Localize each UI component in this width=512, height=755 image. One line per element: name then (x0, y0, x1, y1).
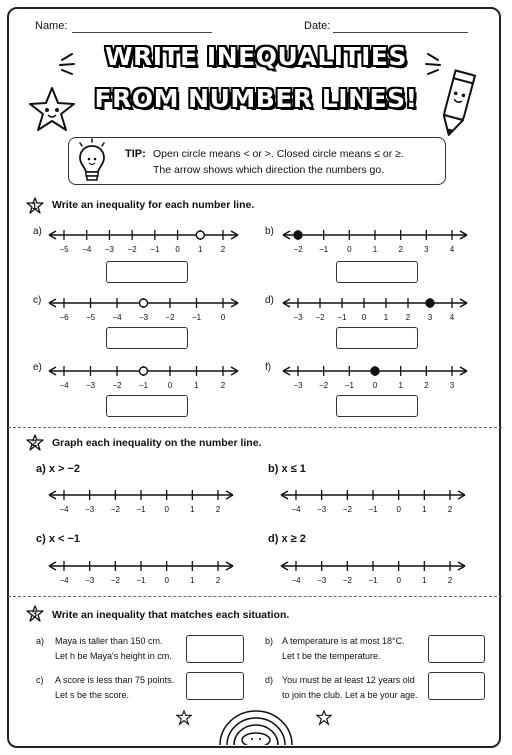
tick-label: 0 (220, 313, 226, 322)
answer-box-3d[interactable] (428, 672, 485, 700)
closed-circle (371, 367, 379, 375)
tick-label: −3 (104, 245, 114, 254)
tick-label: −5 (59, 245, 69, 254)
graph-number-line-2d[interactable] (278, 557, 468, 585)
tick-label: 2 (424, 381, 429, 390)
tick-label: −1 (191, 313, 202, 322)
section-divider-1 (8, 427, 502, 428)
number-line-1a (46, 226, 241, 254)
tick-label: 2 (220, 245, 226, 254)
tick-label: −3 (293, 381, 303, 390)
small-star-right-icon (316, 710, 332, 726)
tick-label: 3 (424, 245, 429, 254)
situation-d-label: d) (265, 675, 274, 685)
tick-label: 2 (405, 313, 411, 322)
situation-c-line2: Let s be the score. (55, 690, 130, 700)
situation-c-label: c) (36, 675, 44, 685)
tick-label: −1 (319, 245, 329, 254)
tick-label: −3 (85, 381, 96, 390)
name-label: Name: (35, 20, 68, 32)
number-line-1c (46, 294, 241, 322)
tick-label: 2 (220, 381, 226, 390)
situation-a-label: a) (36, 636, 45, 646)
number-line-1b (280, 226, 470, 254)
situation-a-line1: Maya is taller than 150 cm. (55, 636, 163, 646)
tick-label: −3 (138, 313, 149, 322)
tick-label: −5 (85, 313, 96, 322)
answer-box-1e[interactable] (106, 395, 188, 417)
small-star-left-icon (176, 710, 192, 726)
tick-label: −4 (59, 381, 69, 390)
tick-label: 2 (215, 505, 221, 514)
tick-label: −4 (112, 313, 122, 322)
graph-number-line-2c[interactable] (46, 557, 236, 585)
tick-label: −3 (85, 505, 95, 514)
pencil-mascot-icon (432, 64, 482, 144)
closed-circle (426, 299, 434, 307)
answer-box-1f[interactable] (336, 395, 418, 417)
tick-label: 1 (372, 245, 378, 254)
item-label: a) (33, 226, 42, 237)
situation-a (55, 634, 172, 664)
burst-left-icon (48, 50, 78, 78)
section-divider-2 (8, 596, 502, 597)
tick-label: −2 (112, 381, 122, 390)
answer-box-3a[interactable] (186, 635, 244, 663)
tick-label: −4 (82, 245, 92, 254)
situation-b-line1: A temperature is at most 18°C. (282, 636, 405, 646)
item-label: c) (33, 295, 42, 306)
answer-box-3b[interactable] (428, 635, 485, 663)
inequality-prompt-2c: c) x < −1 (36, 533, 81, 545)
tick-label: 2 (447, 505, 453, 514)
date-label: Date: (304, 20, 331, 32)
situation-a-line2: Let h be Maya's height in cm. (55, 651, 172, 661)
tick-label: −1 (138, 381, 149, 390)
tick-label: −2 (110, 505, 120, 514)
tick-label: −3 (85, 576, 95, 585)
tick-label: −4 (291, 505, 301, 514)
tick-label: −4 (291, 576, 301, 585)
tick-label: 4 (449, 245, 455, 254)
tick-label: −2 (319, 381, 329, 390)
tick-label: −3 (317, 505, 327, 514)
tick-label: −1 (337, 313, 347, 322)
tick-label: −6 (59, 313, 69, 322)
inequality-prompt-2d: d) x ≥ 2 (268, 533, 306, 545)
tip-line2: The arrow shows which direction the numbers go. (153, 164, 385, 176)
answer-box-1b[interactable] (336, 261, 418, 283)
tip-line1: Open circle means < or >. Closed circle means ≤ or ≥. (153, 148, 404, 160)
answer-box-1a[interactable] (106, 261, 188, 283)
tick-label: −4 (59, 505, 69, 514)
star-mascot-icon (26, 84, 78, 136)
page-title-line2: FROM NUMBER LINES! (94, 84, 418, 113)
tick-label: −1 (136, 576, 146, 585)
situation-d-line1: You must be at least 12 years old (282, 675, 415, 685)
tick-label: 3 (449, 381, 455, 390)
tick-label: −3 (317, 576, 327, 585)
tick-label: −2 (315, 313, 325, 322)
tick-label: −1 (150, 245, 160, 254)
closed-circle (294, 231, 302, 239)
open-circle (140, 299, 148, 307)
tip-label: TIP: (125, 148, 146, 160)
tick-label: −1 (368, 576, 378, 585)
tick-label: −1 (368, 505, 378, 514)
tick-label: 1 (422, 576, 427, 585)
tick-label: 0 (347, 245, 352, 254)
item-label: d) (265, 295, 274, 306)
number-line-1f (280, 362, 470, 390)
number-line-1e (46, 362, 241, 390)
tick-label: 2 (447, 576, 453, 585)
situation-d-line2: to join the club. Let a be your age. (282, 690, 418, 700)
tick-label: 1 (198, 245, 203, 254)
answer-box-1c[interactable] (106, 327, 188, 349)
section-1-number: 1 (32, 201, 38, 211)
item-label: b) (265, 226, 274, 237)
tip-box (68, 137, 446, 185)
section-1-title: Write an inequality for each number line. (52, 199, 255, 211)
situation-b-label: b) (265, 636, 274, 646)
tick-label: 0 (175, 245, 180, 254)
tick-label: 1 (190, 505, 195, 514)
tick-label: 0 (396, 505, 401, 514)
tick-label: 0 (396, 576, 401, 585)
situation-b-line2: Let t be the temperature. (282, 651, 381, 661)
section-3-number: 3 (32, 609, 38, 619)
name-field[interactable] (72, 32, 212, 33)
tick-label: 2 (215, 576, 221, 585)
tick-label: 1 (194, 381, 199, 390)
tick-label: 0 (372, 381, 378, 390)
tick-label: −2 (293, 245, 303, 254)
section-2-number: 2 (32, 438, 38, 448)
situation-b (282, 634, 405, 664)
situation-c-line1: A score is less than 75 points. (55, 675, 175, 685)
open-circle (196, 231, 204, 239)
tick-label: 1 (398, 381, 403, 390)
tick-label: −1 (136, 505, 146, 514)
tick-label: 0 (164, 505, 169, 514)
tick-label: 0 (167, 381, 173, 390)
tick-label: 1 (383, 313, 389, 322)
tick-label: 4 (449, 313, 455, 322)
situation-d (282, 673, 418, 703)
tick-label: −2 (110, 576, 120, 585)
tick-label: −1 (344, 381, 354, 390)
lightbulb-icon (76, 138, 108, 186)
page-title-line1: WRITE INEQUALITIES (104, 42, 408, 71)
answer-box-3c[interactable] (186, 672, 244, 700)
tick-label: −2 (165, 313, 175, 322)
graph-number-line-2a[interactable] (46, 486, 236, 514)
inequality-prompt-2b: b) x ≤ 1 (268, 463, 306, 475)
tick-label: 1 (422, 505, 427, 514)
rainbow-icon (214, 709, 298, 745)
number-line-1d (280, 294, 470, 322)
tick-label: −2 (342, 576, 352, 585)
graph-number-line-2b[interactable] (278, 486, 468, 514)
answer-box-1d[interactable] (336, 327, 418, 349)
tick-label: −3 (293, 313, 303, 322)
tick-label: −2 (342, 505, 352, 514)
tick-label: 0 (164, 576, 169, 585)
open-circle (140, 367, 148, 375)
date-field[interactable] (333, 32, 468, 33)
section-3-title: Write an inequality that matches each situation. (52, 609, 290, 621)
item-label: e) (33, 362, 42, 373)
item-label: f) (265, 362, 272, 373)
tick-label: −2 (127, 245, 137, 254)
section-2-title: Graph each inequality on the number line. (52, 437, 262, 449)
tick-label: 2 (398, 245, 403, 254)
tick-label: −4 (59, 576, 69, 585)
inequality-prompt-2a: a) x > −2 (36, 463, 81, 475)
tick-label: 0 (361, 313, 367, 322)
tick-label: 1 (190, 576, 195, 585)
tick-label: 3 (427, 313, 433, 322)
situation-c (55, 673, 174, 703)
